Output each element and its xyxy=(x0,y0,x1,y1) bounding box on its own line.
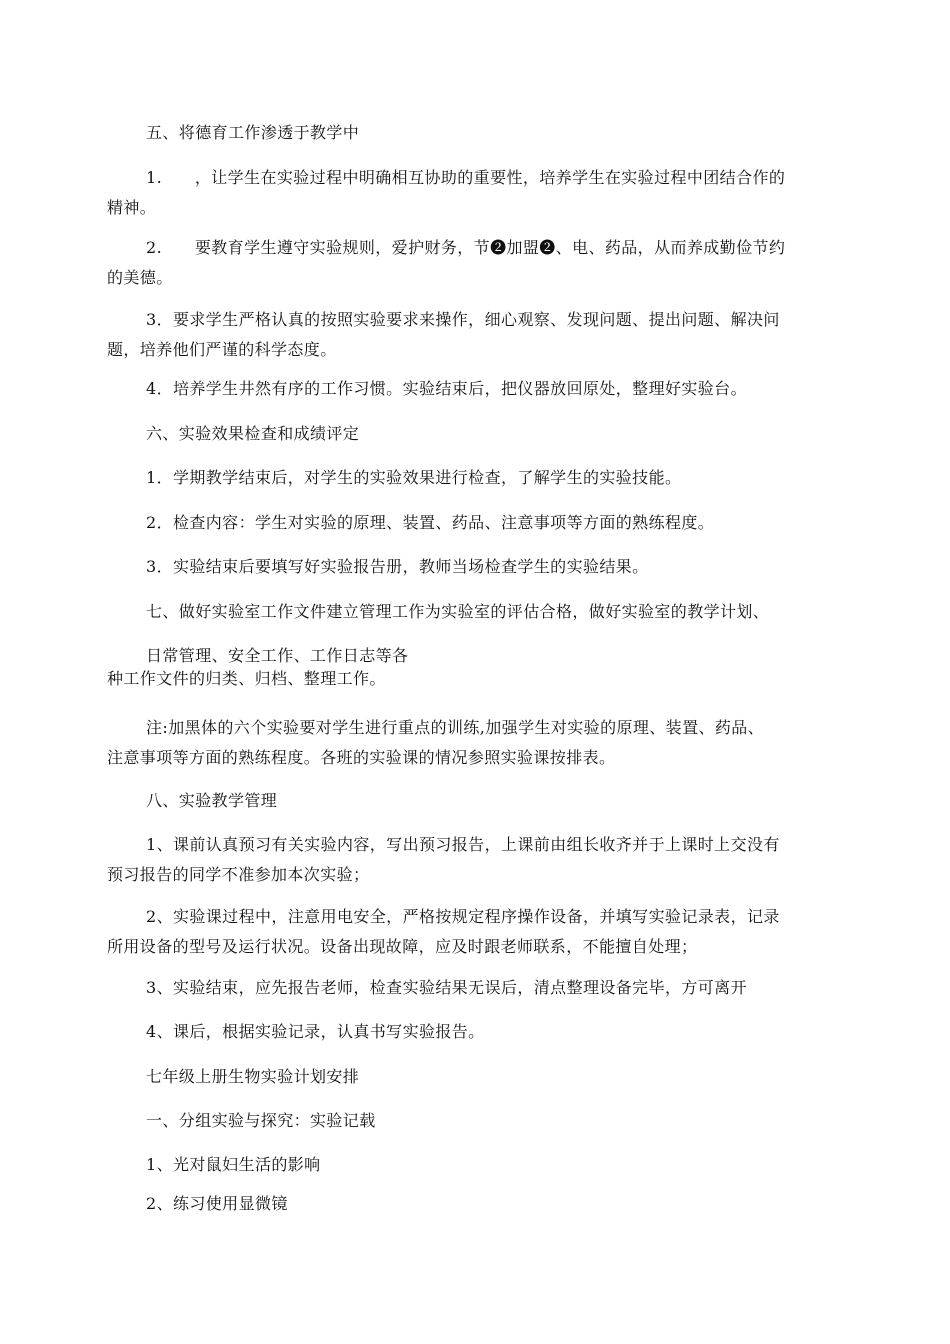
plan-item-2 xyxy=(107,1189,840,1219)
paragraph-5-3 xyxy=(107,305,840,365)
text-line: 4．培养学生井然有序的工作习惯。实验结束后，把仪器放回原处，整理好实验台。 xyxy=(146,379,747,398)
text-line: 2、练习使用显微镜 xyxy=(146,1194,288,1213)
section-heading-8 xyxy=(107,786,840,816)
plan-section-1 xyxy=(107,1106,840,1136)
text-line: 1. ，让学生在实验过程中明确相互协助的重要性，培养学生在实验过程中团结合作的 xyxy=(146,168,786,187)
paragraph-8-1 xyxy=(107,830,840,890)
text-line: 2. 要教育学生遵守实验规则，爱护财务，节❷加盟❷、电、药品，从而养成勤俭节约 xyxy=(146,238,786,257)
text-line: 种工作文件的归类、归档、整理工作。 xyxy=(107,669,386,688)
paragraph-8-3 xyxy=(107,973,840,1003)
paragraph-5-1 xyxy=(107,163,840,223)
text-line: 1．学期教学结束后，对学生的实验效果进行检查，了解学生的实验技能。 xyxy=(146,468,682,487)
text-line: 3．要求学生严格认真的按照实验要求来操作，细心观察、发现问题、提出问题、解决问 xyxy=(146,310,780,329)
paragraph-5-2 xyxy=(107,233,840,293)
section-heading-7 xyxy=(107,597,840,627)
paragraph-6-3 xyxy=(107,552,840,582)
text-line: 六、实验效果检查和成绩评定 xyxy=(146,424,360,443)
text-line: 1、课前认真预习有关实验内容，写出预习报告，上课前由组长收齐并于上课时上交没有 xyxy=(146,835,780,854)
section-heading-5 xyxy=(107,118,840,148)
text-line: 4、课后，根据实验记录，认真书写实验报告。 xyxy=(146,1022,485,1041)
text-line: 精神。 xyxy=(107,198,157,217)
text-line: 注:加黑体的六个实验要对学生进行重点的训练,加强学生对实验的原理、装置、药品、 xyxy=(146,718,765,737)
paragraph-8-2 xyxy=(107,902,840,962)
paragraph-8-4 xyxy=(107,1017,840,1047)
section-heading-6 xyxy=(107,419,840,449)
text-line: 所用设备的型号及运行状况。设备出现故障，应及时跟老师联系，不能擅自处理； xyxy=(107,937,698,956)
text-line: 2、实验课过程中，注意用电安全，严格按规定程序操作设备，并填写实验记录表，记录 xyxy=(146,907,780,926)
text-line: 1、光对鼠妇生活的影响 xyxy=(146,1155,321,1174)
paragraph-7-1 xyxy=(107,641,840,694)
text-line: 七、做好实验室工作文件建立管理工作为实验室的评估合格，做好实验室的教学计划、 xyxy=(146,602,770,621)
paragraph-6-2 xyxy=(107,508,840,538)
note-paragraph xyxy=(107,713,840,773)
text-line: 3、实验结束，应先报告老师，检查实验结果无误后，清点整理设备完毕，方可离开 xyxy=(146,978,747,997)
text-line: 日常管理、安全工作、工作日志等各 xyxy=(146,646,409,665)
text-line: 八、实验教学管理 xyxy=(146,791,278,810)
text-line: 一、分组实验与探究：实验记载 xyxy=(146,1111,376,1130)
paragraph-5-4 xyxy=(107,374,840,404)
paragraph-6-1 xyxy=(107,463,840,493)
text-line: 的美德。 xyxy=(107,268,173,287)
text-line: 注意事项等方面的熟练程度。各班的实验课的情况参照实验课按排表。 xyxy=(107,748,616,767)
text-line: 2．检查内容：学生对实验的原理、装置、药品、注意事项等方面的熟练程度。 xyxy=(146,513,715,532)
text-line: 预习报告的同学不准参加本次实验； xyxy=(107,865,370,884)
plan-item-1 xyxy=(107,1150,840,1180)
plan-title xyxy=(107,1062,840,1092)
text-line: 七年级上册生物实验计划安排 xyxy=(146,1067,360,1086)
text-line: 3．实验结束后要填写好实验报告册，教师当场检查学生的实验结果。 xyxy=(146,557,649,576)
text-line: 五、将德育工作渗透于教学中 xyxy=(146,123,360,142)
text-line: 题，培养他们严谨的科学态度。 xyxy=(107,340,337,359)
